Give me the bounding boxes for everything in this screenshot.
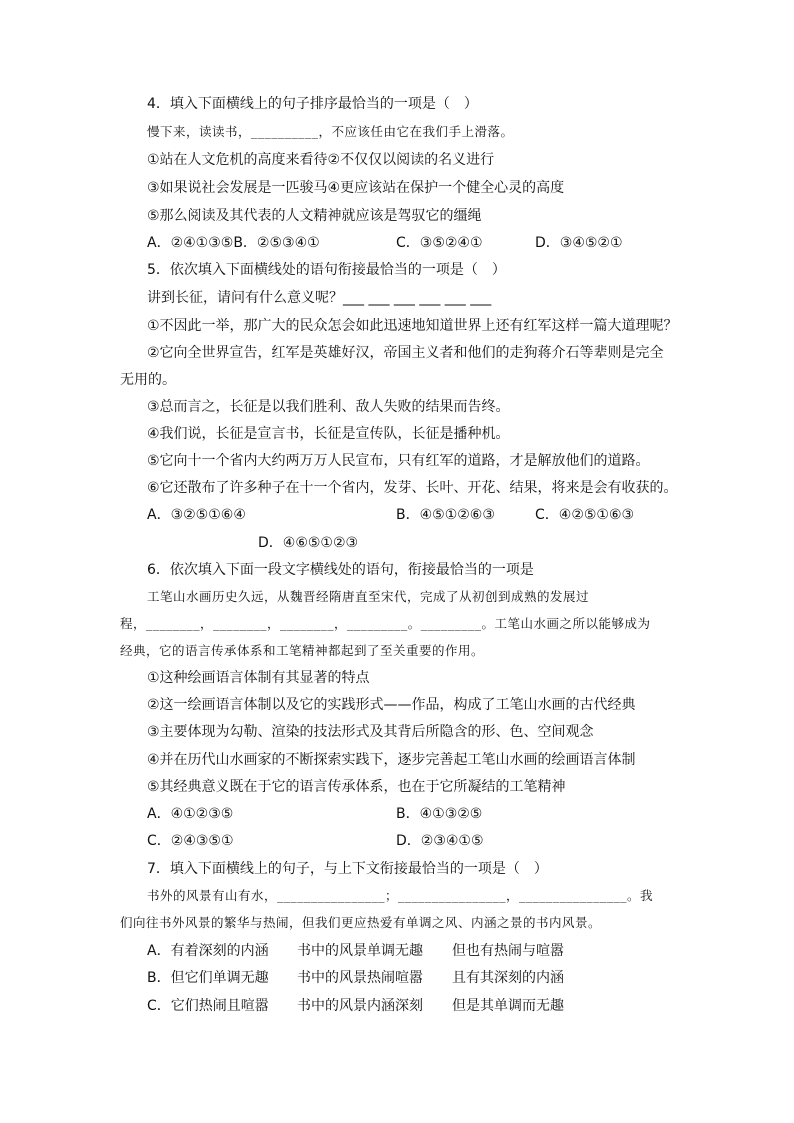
- q4-option: D．③④⑤②①: [535, 235, 623, 251]
- q6-item: ②这一绘画语言体制以及它的实践形式——作品，构成了工笔山水画的古代经典: [147, 697, 636, 713]
- q7-context-line: 们向往书外风景的繁华与热闹，但我们更应热爱有单调之风、内涵之景的书内风景。: [120, 915, 602, 930]
- q6-stem: 6．依次填入下面一段文字横线处的语句，衔接最恰当的一项是: [147, 562, 534, 578]
- q4-option: A．②④①③⑤B．②⑤③④①: [147, 235, 320, 251]
- q7-option-a-part: 书中的风景单调无趣: [297, 943, 423, 959]
- q5-option: B．④⑤①②⑥③: [396, 507, 495, 523]
- q7-option-b-part: 且有其深刻的内涵: [452, 970, 564, 986]
- q7-option-c-part: 书中的风景内涵深刻: [297, 998, 423, 1014]
- q6-context-line: 工笔山水画历史久远，从魏晋经隋唐直至宋代，完成了从初创到成熟的发展过: [147, 589, 590, 604]
- q5-item: ④我们说，长征是宣言书，长征是宣传队，长征是播种机。: [147, 426, 510, 442]
- q5-item-continued: 无用的。: [120, 372, 176, 388]
- q4-item: ①站在人文危机的高度来看待②不仅仅以阅读的名义进行: [147, 152, 495, 168]
- q7-stem: 7．填入下面横线上的句子，与上下文衔接最恰当的一项是（ ）: [147, 861, 548, 877]
- q6-option: D．②③④①⑤: [396, 833, 484, 849]
- q5-item: ②它向全世界宣告，红军是英雄好汉，帝国主义者和他们的走狗蒋介石等辈则是完全: [147, 345, 664, 361]
- q6-option: B．④①③②⑤: [396, 806, 483, 822]
- q4-item: ⑤那么阅读及其代表的人文精神就应该是驾驭它的缰绳: [147, 208, 482, 224]
- q6-option: A．④①②③⑤: [147, 806, 234, 822]
- q5-item: ③总而言之，长征是以我们胜利、敌人失败的结果而告终。: [147, 399, 510, 415]
- q5-option: C．④②⑤①⑥③: [535, 507, 635, 523]
- q7-option-c-part: 但是其单调而无趣: [452, 998, 564, 1014]
- q7-option-a-part: A．有着深刻的内涵: [147, 943, 269, 959]
- q6-option: C．②④③⑤①: [147, 833, 234, 849]
- q7-option-a-part: 但也有热闹与喧嚣: [452, 943, 564, 959]
- q6-item: ③主要体现为勾勒、渲染的技法形式及其背后所隐含的形、色、空间观念: [147, 724, 594, 740]
- q5-item: ⑥它还散布了许多种子在十一个省内，发芽、长叶、开花、结果，将来是会有收获的。: [147, 480, 678, 496]
- q4-option: C．③⑤②④①: [396, 235, 483, 251]
- q7-context-line: 书外的风景有山有水，________________；________________，________________。我: [147, 888, 654, 903]
- q5-item: ①不因此一举，那广大的民众怎会如此迅速地知道世界上还有红军这样一篇大道理呢？: [147, 318, 678, 334]
- q6-context-line: 程，________，________，________，_________。_________。工笔山水画之所以能够成为: [120, 616, 651, 631]
- q7-option-b-part: 书中的风景热闹喧嚣: [297, 970, 423, 986]
- q7-option-b-part: B．但它们单调无趣: [147, 970, 269, 986]
- q6-item: ⑤其经典意义既在于它的语言传承体系，也在于它所凝结的工笔精神: [147, 779, 566, 795]
- q5-context: 讲到长征，请问有什么意义呢？___ ___ ___ ___ ___ ___: [147, 290, 492, 306]
- q4-item: ③如果说社会发展是一匹骏马④更应该站在保护一个健全心灵的高度: [147, 180, 565, 196]
- q6-item: ①这种绘画语言体制有其显著的特点: [147, 670, 370, 686]
- q5-item: ⑤它向十一个省内大约两万万人民宣布，只有红军的道路，才是解放他们的道路。: [147, 453, 650, 469]
- q5-option: A．③②⑤①⑥④: [147, 507, 246, 523]
- q5-stem: 5．依次填入下面横线处的语句衔接最恰当的一项是（ ）: [147, 262, 506, 278]
- q6-context-line: 经典，它的语言传承体系和工笔精神都起到了至关重要的作用。: [120, 643, 485, 658]
- q4-context: 慢下来，读读书，__________，不应该任由它在我们手上滑落。: [147, 124, 514, 139]
- q6-item: ④并在历代山水画家的不断探索实践下，逐步完善起工笔山水画的绘画语言体制: [147, 752, 636, 768]
- q4-stem: 4．填入下面横线上的句子排序最恰当的一项是（ ）: [147, 96, 478, 112]
- q7-option-c-part: C．它们热闹且喧嚣: [147, 998, 269, 1014]
- q5-option: D．④⑥⑤①②③: [258, 535, 359, 551]
